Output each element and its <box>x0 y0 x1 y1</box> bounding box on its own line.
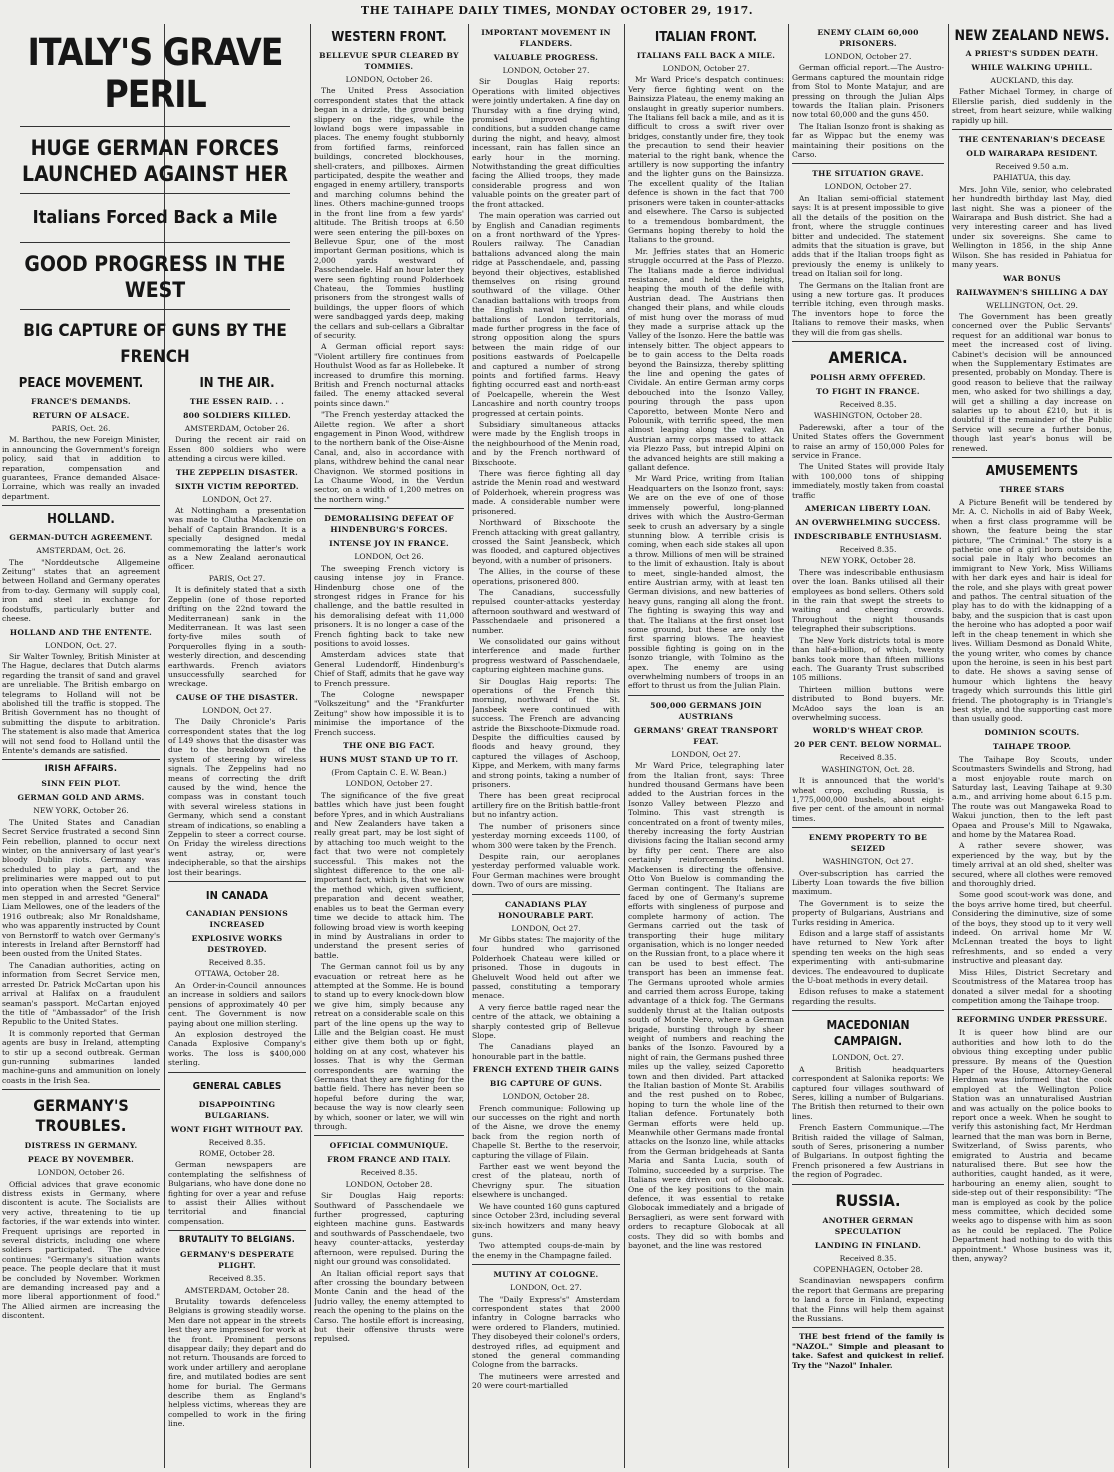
article-paragraph: An explosion destroyed the Canada Explosive Company's works. The loss is $400,000 sterling. <box>168 1029 306 1068</box>
divider <box>472 894 620 895</box>
section-title: NEW ZEALAND NEWS. <box>954 28 1110 44</box>
received-time: Received 8.35. <box>839 545 897 555</box>
article-paragraph: The United States and Canadian Secret Service frustrated a second Sinn Fein rebellion, planned to occur next winter, on the anniversary of last year's bloody Dublin riots. Germany was scheduled to play a part, and the preliminaries were mapped out to put into operation when the Secret Service men stepped in and arrested "General" Liam Mellowes, one of the leaders of the 1916 outbreak; also Mr Ronaldshame, who was apparently instructed by Count von Bernstorff to watch over Germany's interests in Ireland after Bernstorff had been ousted from the United States. <box>2 817 160 959</box>
column-rule <box>624 24 625 1468</box>
article-paragraph: The Canadians played an honourable part in the battle. <box>472 1042 620 1061</box>
dateline: LONDON, Oct 27. <box>511 923 581 933</box>
article-paragraph: The Italian Isonzo front is shaking as far as Wippac but the enemy was maintaining their positions on the Carso. <box>792 121 944 160</box>
article-paragraph: The "Daily Express's" Amsterdam correspondent states that 2000 infantry in Cologne barracks who were ordered to Flanders, mutinied. They disobeyed their colonel's orders, destroyed rifles, ad equipment and stoned the general commanding Cologne from the barracks. <box>472 1294 620 1370</box>
divider <box>2 1089 160 1090</box>
subhead: PEACE BY NOVEMBER. <box>27 1155 135 1165</box>
article-paragraph: Mr. Jeffries states that an Homeric struggle occurred at the Pass of Plezzo. The Italians made a fierce individual resistance, and held the heights, heaping the mouth of the defile with Austrian dead. The Austrians then changed their plans, and while clouds of mist hung over the morass of mud they made a surprise attack up the Valley of the Isonzo. Here the battle was intensely bitter. The object appears to be to gain access to the Delta roads beyond the Bainsizza, thereby splitting the line and opening the gates of Cividale. An entire German army corps debouched into the Isonzo Valley, pouring through the pass upon Caporetto, between Monte Nero and Polounik, with terrific speed, the men almost leaping along the valley. An Austrian army corps massed to attack via Plezzo Pass, but intrepid Alpini on the advanced heights are still making a gallant defence. <box>628 246 784 473</box>
divider <box>314 508 464 509</box>
article-paragraph: The German cannot foil us by any evacuation or retreat here as he attempted at the Somme. He is bound to stand up to every knock-down blow we give him, simply because any retreat on a considerable scale on this part of the line opens up the way to Lille and the Belgian coast. He must either give them both up or fight, holding on at any cost, whatever his losses. That is why the German correspondents are warning the Germans that they are fighting for the battle field. There has never been so hopeful before during the war, because the way is now clearly seen by which, sooner or later, we will win through. <box>314 962 464 1132</box>
subhead: 20 PER CENT. BELOW NORMAL. <box>794 740 942 750</box>
divider <box>168 1230 306 1231</box>
article-paragraph: At Nottingham a presentation was made to Clutha Mackenzie on behalf of Captain Brandon. It is a specially designed medal commemorating the latter's work as a New Zealand aeronautical officer. <box>168 506 306 572</box>
column-4 <box>472 24 620 1468</box>
article-paragraph: The significance of the five great battles which have just been fought before Ypres, and in which Australians and New Zealanders have taken a really great part, may be lost sight of by attaching too much weight to the fact that two were not completely successful. This makes not the slightest difference to the one all-important fact, which is, that we know the method which, given sufficient, preparation and decent weather, enables us to beat the German every time we decide to attack him. The following broad view is worth keeping in mind by Australians in order to understand the present series of battle. <box>314 790 464 960</box>
divider <box>472 1264 620 1265</box>
subhead: FROM FRANCE AND ITALY. <box>327 1155 451 1165</box>
subhead: OLD WAIRARAPA RESIDENT. <box>966 149 1098 159</box>
article-paragraph: Mr Gibbs states: The majority of the four hundred who garrisoned Polderhoek Chateau were killed or prisoned. Those in dugouts in Gheluvelt Wood held out after we passed, constituting a temporary menace. <box>472 934 620 1001</box>
article-paragraph: Some good scout-work was done, and the boys arrive home tired, but cheerful. Considering the diminutive, size of some of the boys, they stood up to it very well indeed. On arrival home Mr W. McLennan treated the boys to light refreshments, and so ended a very instructive and pleasant day. <box>952 890 1112 966</box>
byline: (From Captain C. E. W. Bean.) <box>331 768 447 777</box>
article-paragraph: Northward of Bixschoote the French attacking with great gallantry, crossed the Saint Jeansbeck, which was flooded, and captured objectives beyond, with a number of prisoners. <box>472 518 620 565</box>
subhead: BELLEVUE SPUR CLEARED BY TOMMIES. <box>319 51 459 71</box>
article-paragraph: Edison and a large staff of assistants have returned to New York after spending ten weeks on the high seas experimenting with anti-submarine devices. The endeavoured to duplicate the U-boat methods in every detail. <box>792 929 944 986</box>
subhead: OFFICIAL COMMUNIQUE. <box>329 1141 449 1151</box>
subhead: WORLD'S WHEAT CROP. <box>812 726 924 736</box>
section-title: IRISH AFFAIRS. <box>44 764 118 775</box>
section-title: WESTERN FRONT. <box>331 30 447 45</box>
received-time: Received 8.35. <box>839 1253 897 1263</box>
received-time: Received 9.50 a.m. <box>995 162 1069 172</box>
article-paragraph: The number of prisoners since yesterday morning exceeds 1100, of whom 300 were taken by the French. <box>472 821 620 850</box>
subhead: GERMAN-DUTCH AGREEMENT. <box>9 533 153 543</box>
article-paragraph: The main operation was carried out by English and Canadian regiments on a front northward of the Ypres-Roulers railway. The Canadian battalions advanced along the main ridge at Passchendaele, and, passing beyond their objectives, established themselves on rising ground southward of the village. Other Canadian battalions with troops from the English naval brigade, and battalions of London territorials, made further progress in the face of strong opposition along the spurs between the main ridge of our positions eastwards of Poelcapelle and captured a number of strong points and fortified farms. Heavy fighting occurred east and north-east of Poelcapelle, wherein the West Lancashire and north country troops progressed at certain points. <box>472 211 620 418</box>
dateline: LONDON, October 26. <box>345 75 433 84</box>
main-headline: ITALY'S GRAVE PERIL <box>27 31 283 116</box>
divider <box>792 341 944 342</box>
article-paragraph: A rather severe shower, was experienced by the way, but by the timely arrival at an old shed, shelter was secured, where all clothes were removed and thoroughly dried. <box>952 841 1112 889</box>
article-paragraph: Paderewski, after a tour of the United States offers the Government to raise an army of 150,000 Poles for service in France. <box>792 422 944 460</box>
article-paragraph: The Canadian authorities, acting on information from Secret Service men, arrested Dr. Patrick McCartan upon his arrival at Halifax on a fraudulent seaman's passport. McCartan enjoyed the title of "Ambassador" of the Irish Republic to the United States. <box>2 960 160 1027</box>
article-paragraph: The Daily Chronicle's Paris correspondent states that the log of L49 shows that the disaster was due to the breakdown of the system of steering by wireless signals. The Zeppelins had no means of correcting the drift caused by the wind, hence the compass was in constant touch with several wireless stations in Germany, which send a constant stream of indications, so enabling a Zeppelin to steer a correct course. On Friday the wireless directions went astray, or, were indecipherable, so that the airships lost their bearings. <box>168 717 306 877</box>
article-paragraph: We have counted 160 guns captured since October 23rd, including several six-inch howitzers and many heavy guns. <box>472 1201 620 1239</box>
headline-deck: Italians Forced Back a Mile <box>32 207 278 228</box>
subhead: THE ESSEN RAID. . . <box>189 397 285 406</box>
subhead: INTENSE JOY IN FRANCE. <box>329 539 449 549</box>
article-paragraph: A very fierce battle raged near the centre of the attack, we obtaining a sharply contested grip of Bellevue Slope. <box>472 1002 620 1040</box>
article-paragraph: Father Michael Tormey, in charge of Ellerslie parish, died suddenly in the street, from heart seizure, while walking rapidly up hill. <box>952 87 1112 125</box>
section-title: ITALIAN FRONT. <box>654 30 758 45</box>
divider <box>628 695 784 696</box>
subhead: SINN FEIN PLOT. <box>41 779 121 789</box>
section-title: AMUSEMENTS <box>985 464 1079 479</box>
dateline: LONDON, October 27. <box>824 182 912 192</box>
headline-deck: GOOD PROGRESS IN THE WEST <box>24 252 286 302</box>
article-paragraph: It is definitely stated that a sixth Zeppelin (one of those reported drifting on the 22nd toward the Mediterranean) sank in the Mediterranean. It was last seen forty-five miles south of Porquerolles flying in a south-westerly direction, and descending earthwards. French aviators unsuccessfully searched for wreckage. <box>168 585 306 689</box>
column-rule <box>310 24 311 1468</box>
divider <box>20 242 290 243</box>
subhead: CANADIAN PENSIONS INCREASED <box>186 909 288 930</box>
article-paragraph: There has been great reciprocal artillery fire on the British battle-front but no infantry action. <box>472 791 620 820</box>
headline-deck: BIG CAPTURE OF GUNS BY THE FRENCH <box>23 321 287 367</box>
article-paragraph: An Order-in-Council announces an increase in soldiers and sailors pensions of approximately 40 per cent. The Government is now paying about one million sterling. <box>168 980 306 1028</box>
dateline: ROME, October 28. <box>199 1148 275 1158</box>
dateline: LONDON, Oct 27. <box>671 749 741 759</box>
subhead: ENEMY CLAIM 60,000 PRISONERS. <box>817 28 919 48</box>
subhead: ENEMY PROPERTY TO BE SEIZED <box>808 833 928 854</box>
dateline: WASHINGTON, Oct. 28. <box>821 764 915 774</box>
article-paragraph: The New York districts total is more than half-a-billion, of which, twenty banks took more than fifteen millions each. The Guaranty Trust subscribed 105 millions. <box>792 635 944 683</box>
headline-deck: HUGE GERMAN FORCES LAUNCHED AGAINST HER <box>22 136 288 186</box>
subhead: THE SITUATION GRAVE. <box>812 169 924 179</box>
subhead: BIG CAPTURE OF GUNS. <box>489 1079 603 1089</box>
column-rule <box>468 24 469 1468</box>
article-paragraph: The Canadians, successfully repulsed counter-attacks yesterday afternoon southward and westward of Passchendaele and prisonered a number. <box>472 587 620 635</box>
article-paragraph: German newspapers are contemplating the selfishness of Bulgarians, who have done done no fighting for over a year and refuse to assist their Allies without territorial and financial compensation. <box>168 1160 306 1226</box>
subhead: WAR BONUS <box>1003 273 1061 283</box>
article-paragraph: A Picture Benefit will be tendered by Mr. A. C. Nicholls in aid of Baby Week, when a first class programme will be shown, the feature being the star picture, "The Criminal." The story is a pathetic one of a girl born outside the social pale in Italy who becomes an immigrant to New York, Miss Williams with her dark eyes and hair is ideal for the role, and she plays with great power and pathos. The central situation of the play has to do with the kidnapping of a baby, and the suspicion that is cast upon the heroine who has adopted a poor waif left in the cheap tenement in which she lives. William Desmond as Donald White, the young writer, who comes by chance upon the heroine, is seen in his best part to date. He shows a saving sense of humour which lightens the heavy tragedy which surrounds this little girl friend. The photography is in Triangle's best style, and the supporting cast more than usually good. <box>952 498 1112 724</box>
article-paragraph: Despite rain, our aeroplanes yesterday performed valuable work. Four German machines were brought down. Two of ours are missing. <box>472 851 620 890</box>
subhead: IMPORTANT MOVEMENT IN FLANDERS. <box>481 28 611 48</box>
subhead: REFORMING UNDER PRESSURE. <box>956 1015 1108 1025</box>
article-paragraph: Over-subscription has carried the Liberty Loan towards the five billion maximum. <box>792 868 944 897</box>
received-time: Received 8.35. <box>839 753 897 763</box>
article-paragraph: There was indescribable enthusiasm over the loan. Banks utilised all their employees as bond sellers. Others sold in the rain that swept the streets to waiting and cheering crowds. Throughout the night thousands telegraphed their subscriptions. <box>792 567 944 634</box>
article-paragraph: The United States will provide Italy with 100,000 tons of shipping immediately, mostly taken from coastal traffic <box>792 462 944 500</box>
subhead: THE ZEPPELIN DISASTER. <box>175 467 299 477</box>
subhead: HUNS MUST STAND UP TO IT. <box>319 755 459 764</box>
subhead: EXPLOSIVE WORKS DESTROYED. <box>191 934 283 955</box>
article-paragraph: Sir Douglas Haig reports: Operations with limited objectives were jointly undertaken. A fine day on Thursday with a fine drying wind, promised improved fighting conditions, but a sudden change came during the night, and heavy, almost incessant, rain has fallen since an early hour in the morning. Notwithstanding the great difficulties facing the Allied troops, they made considerable progress and won valuable points on the greater part of the front attacked. <box>472 77 620 209</box>
article-paragraph: Thirteen million buttons were distributed to Bond buyers. Mr. McAdoo says the loan is an overwhelming success. <box>792 684 944 722</box>
subhead: FRENCH EXTEND THEIR GAINS <box>472 1065 620 1075</box>
article-paragraph: The Allies, in the course of these operations, prisonered 800. <box>472 567 620 586</box>
divider <box>792 163 944 164</box>
subhead: ITALIANS FALL BACK A MILE. <box>636 51 776 60</box>
received-time: Received 8.35. <box>208 1137 266 1147</box>
subhead: RAILWAYMEN'S SHILLING A DAY <box>956 287 1108 297</box>
column-2 <box>168 370 306 1468</box>
received-time: Received 8.35. <box>839 399 897 409</box>
section-title: AMERICA. <box>828 347 908 367</box>
subhead: POLISH ARMY OFFERED. <box>810 372 926 382</box>
received-time: Received 8.35. <box>208 958 266 968</box>
subhead: AMERICAN LIBERTY LOAN. <box>804 504 931 514</box>
masthead: THE TAIHAPE DAILY TIMES, MONDAY OCTOBER 29, 1917. <box>360 4 754 17</box>
dateline: LONDON, October 27. <box>502 66 590 75</box>
dateline: LONDON, October 27. <box>824 52 912 61</box>
article-paragraph: Scandinavian newspapers confirm the report that Germans are preparing to land a force in Finland, expecting that the Finns will help them against the Russians. <box>792 1276 944 1323</box>
article-paragraph: It is queer how blind are our authorities and how loth to do the obvious thing excepting under public pressure. By means of the Question Paper of the House, Attorney-General Herdman was informed that the cook employed at the Wellington Police Station was an unnaturalised Austrian and was actually on the police books to report once a week. When he sought to verify this astonishing fact, Mr Herdman learned that the man was born in Berne, Switzerland, of Swiss parents, who emigrated to Austria and became naturalised there. But see how the authorities, caught handed, as it were, harbouring an enemy alien, sought to side-step out of their responsibility: "The man is employed as cook by the police mess committee, which decided some weeks ago to dispense with him as soon as he could be replaced. The Police Department had nothing to do with this appointment." Whose business was it, then, anyway? <box>952 1028 1112 1264</box>
article-paragraph: The Cologne newspaper "Volkszeitung" and the "Frankfurter Zeitung" show how impossible it is to minimise the importance of the French success. <box>314 689 464 737</box>
article-paragraph: Official advices that grave economic distress exists in Germany, where discontent is acute. The Socialists are very active, threatening to tie up factories, if the war extends into winter. Frequent uprisings are reported in several districts, including one where soldiers participated. The advice continues: "Germany's situation wants peace. The people declare that it must be concluded by November. Workmen are demanding increased pay and a more liberal apportionment of food." The Allied airmen are increasing the discontent. <box>2 1179 160 1321</box>
dateline: AMSTERDAM, October 28. <box>184 1285 290 1295</box>
section-title: IN THE AIR. <box>199 376 275 391</box>
section-title: GENERAL CABLES <box>192 1080 282 1092</box>
divider <box>792 1184 944 1185</box>
column-rule <box>948 24 949 1468</box>
divider <box>20 309 290 310</box>
dateline: AMSTERDAM, Oct. 26. <box>36 546 126 556</box>
subhead: VALUABLE PROGRESS. <box>493 53 599 62</box>
subhead: AN OVERWHELMING SUCCESS. <box>795 518 941 528</box>
divider <box>2 759 160 760</box>
subhead: THE ONE BIG FACT. <box>343 741 435 750</box>
article-paragraph: "The French yesterday attacked the Ailette region. We after a short engagement in Pinon Wood, withdrew to the northern bank of the Oise-Aisne Canal, and, also in accordance with plans, withdrew behind the canal near Chavignon. We stormed positions in La Chaume Wood, in the Verdun sector, on a width of 1,200 metres on the northern wing." <box>314 410 464 504</box>
subhead: TAIHAPE TROOP. <box>992 741 1072 751</box>
divider <box>792 1327 944 1328</box>
article-paragraph: Sir Walter Townley, British Minister at The Hague, declares that Dutch alarms regarding the transit of sand and gravel are unreliable. The British embargo on telegrams to Holland will not be abolished till the traffic is stopped. The British Government has no thought of submitting the dispute to arbitration. The statement is also made that America will not send food to Holland until the Entente's demands are satisfied. <box>2 651 160 755</box>
subhead: FRANCE'S DEMANDS. <box>31 397 131 406</box>
dateline: LONDON, Oct. 27. <box>510 1283 582 1293</box>
received-time: Received 8.35. <box>360 1168 418 1178</box>
subhead: RETURN OF ALSACE. <box>32 411 130 420</box>
article-paragraph: German official report.—The Austro-Germans captured the mountain ridge from Stol to Monte Matajur, and are pressing on through the Julian Alps towards the Italian plain. Prisoners now total 60,000 and the guns 450. <box>792 63 944 120</box>
divider <box>952 1009 1112 1010</box>
article-paragraph: Sir Douglas Haig reports: Southward of Passchendaele we further progressed, capturing eighteen machine guns. Eastwards and southwards of Passchendaele, two heavy counter-attacks, yesterday afternoon, were repulsed. During the night our ground was consolidated. <box>314 1191 464 1267</box>
article-paragraph: Mr Ward Price, writing from Italian Headquarters on the Isonzo front, says: We are on the eve of one of those immensely powerful, long-planned drives with which the Austro-German seek to crush an adversary by a single stunning blow. A terrible crisis is coming, when each side stakes all upon a throw. Millions of men will be strained to the limit of exhaustion. Italy is about to meet, single-handed almost, the entire Austrian army, with at least ten German divisions, and new batteries of heavy guns, ranging all along the front. The fighting is swaying this way and that. The Italians at the first onset lost some ground, but these are only the first sparring blows. The heaviest possible fighting is going on in the Isonzo triangle, with Tolmino as the apex. The enemy are using overwhelming numbers of troops in an effort to thrust us from the Julian Plain. <box>628 474 784 691</box>
dateline: NEW YORK, October 28. <box>820 556 916 566</box>
nazol-advertisement: THE best friend of the family is "NAZOL." Simple and pleasant to take. Safest and quickest in relief. Try the "Nazol" Inhaler. <box>792 1332 944 1370</box>
divider <box>168 1072 306 1073</box>
article-paragraph: During the recent air raid on Essen 800 soldiers who were attending a circus were killed. <box>168 435 306 464</box>
dateline: AUCKLAND, this day. <box>990 76 1074 85</box>
article-paragraph: Sir Douglas Haig reports: The operations of the French this morning, northward of the St. Jansbeek were continued with success. The French are advancing astride the Bixschoote-Dixmude road. Despite the difficulties caused by floods and heavy ground, they captured the villages of Aschoop, Kippe, and Merkem, with many farms and strong points, taking a number of prisoners. <box>472 676 620 790</box>
section-title: RUSSIA. <box>835 1190 901 1210</box>
subhead: 800 SOLDIERS KILLED. <box>183 411 291 420</box>
subhead: DEMORALISING DEFEAT OF HINDENBURG'S FORCES. <box>324 514 454 535</box>
article-paragraph: Subsidiary simultaneous attacks were made by the English troops in the neighbourhood of the Menin road, and by the French northward of Bixschoote. <box>472 420 620 467</box>
received-time: Received 8.35. <box>208 1274 266 1284</box>
article-paragraph: The Germans on the Italian front are using a new torture gas. It produces terrible itching, even through masks. The inventors hope to force the Italians to remove their masks, when they will die from gas shells. <box>792 280 944 337</box>
article-paragraph: There was fierce fighting all day astride the Menin road and westward of Polderhoek, wherein progress was made. A considerable number were prisonered. <box>472 469 620 516</box>
column-5 <box>628 24 784 1468</box>
section-title: HOLLAND. <box>47 512 115 528</box>
dateline: COPENHAGEN, October 28. <box>813 1264 923 1274</box>
article-paragraph: Two attempted coups-de-main by the enemy in the Champagne failed. <box>472 1241 620 1260</box>
article-paragraph: Miss Hiles, District Secretary and Scoutmistress of the Matarea troop has donated a silver medal for a shooting competition among the Taihape troop. <box>952 967 1112 1005</box>
divider <box>952 129 1112 130</box>
dateline: LONDON, October 28. <box>502 1092 590 1102</box>
section-title: GERMANY'S TROUBLES. <box>33 1096 129 1136</box>
dateline: LONDON, Oct 26. <box>354 552 424 562</box>
article-paragraph: A German official report says: "Violent artillery fire continues from Houthulst Wood as far as Hollebeke. It increased to drumfire this morning. British and French nocturnal attacks failed. The enemy attacked several points since dawn." <box>314 342 464 408</box>
article-paragraph: French communique: Following up our successes on the right and north of the Aisne, we drove the enemy back from the region north of Chapelle St. Berthe to the reservoir, capturing the village of Filain. <box>472 1103 620 1160</box>
article-paragraph: An Italian official report says that after crossing the boundary between Monte Canin and the head of the Judrio valley, the enemy attempted to reach the opening to the plains on the Carso. The hostile effort is increasing, but their offensive thrusts were repulsed. <box>314 1268 464 1344</box>
article-paragraph: The mutineers were arrested and 20 were court-martialled <box>472 1371 620 1391</box>
dateline: PARIS, Oct 27. <box>208 573 266 583</box>
divider <box>20 126 290 127</box>
subhead: WONT FIGHT WITHOUT PAY. <box>170 1124 304 1134</box>
subhead: CAUSE OF THE DISASTER. <box>175 692 299 702</box>
divider <box>2 505 160 506</box>
article-paragraph: Mrs. John Vile, senior, who celebrated her hundredth birthday last May, died last night. She was a pioneer of the Wairarapa and Bush district. She had a very interesting career and has lived under six sovereigns. She came to Wellington in 1856, in the ship Anne Wilson. She has resided in Pahiatua for many years. <box>952 184 1112 270</box>
dateline: LONDON, October 27. <box>662 64 750 73</box>
article-paragraph: We consolidated our gains without interference and made further progress westward of Passchendaele, capturing eighteen machine guns. <box>472 636 620 675</box>
dateline: OTTAWA, October 28. <box>194 969 280 979</box>
divider <box>20 193 290 194</box>
subhead: 500,000 GERMANS JOIN AUSTRIANS <box>650 700 762 721</box>
subhead: CANADIANS PLAY HONOURABLE PART. <box>498 899 594 920</box>
subhead: DOMINION SCOUTS. <box>984 727 1080 737</box>
dateline: LONDON, October 26. <box>37 1168 125 1178</box>
article-paragraph: It is announced that the world's wheat crop, excluding Russia, is 1,775,000,000 bushels, about eight-five per cent. of the amount in normal times. <box>792 776 944 823</box>
dateline: WASHINGTON, October 28. <box>813 411 923 421</box>
article-paragraph: Farther east we went beyond the crest of the plateau, north of Chevrigny spur. The situation elsewhere is unchanged. <box>472 1162 620 1200</box>
article-paragraph: A British headquarters correspondent at Salonika reports: We captured four villages southward of Seres, killing a number of Bulgarians. The British then returned to their own lines. <box>792 1064 944 1121</box>
article-paragraph: French Eastern Communique.—The British raided the village of Salman, south of Seres, prisonering a number of Bulgarians. In outpost fighting the French prisonered a few Austrians in the region of Pogradec. <box>792 1123 944 1180</box>
subhead: HOLLAND AND THE ENTENTE. <box>9 627 153 637</box>
article-paragraph: The "Norddeutsche Allgemeine Zeitung" states that an agreement between Holland and Germany operates from to-day. Germany will supply coal, iron and steel in exchange for foodstuffs, particularly butter and cheese. <box>2 557 160 624</box>
subhead: A PRIEST'S SUDDEN DEATH. <box>965 49 1099 58</box>
dateline: LONDON, Oct 27. <box>202 705 272 715</box>
dateline: LONDON, Oct 27. <box>202 494 272 504</box>
column-3 <box>314 24 464 1468</box>
article-paragraph: Mr Ward Price's despatch continues: Very fierce fighting went on the Bainsizza Plateau, the enemy making an onslaught in greatly superior numbers. The Italians fell back a mile, and as it is difficult to cross a swift river over bridges, constantly under fire, they took the precaution to send their heavier material to the right bank, whence the artillery is now supporting the infantry and the lighter guns on the Bainsizza. The excellent quality of the Italian defence is shown in the fact that 700 prisoners were taken in counter-attacks and elsewhere. The Carso is subjected to a tremendous bombardment, the Germans hoping thereby to hold the Italians to the ground. <box>628 75 784 245</box>
subhead: DISTRESS IN GERMANY. <box>24 1141 138 1151</box>
article-paragraph: Amsterdam advices state that General Ludendorff, Hindenburg's Chief of Staff, admits that he gave way to French pressure. <box>314 650 464 688</box>
subhead: MUTINY AT COLOGNE. <box>493 1270 599 1280</box>
article-paragraph: The sweeping French victory is causing intense joy in France. Hindenburg chose one of the strongest ridges in France for his challenge, and the battle resulted in his demoralising defeat with 11,000 prisoners. It is no longer a case of the French fighting back to take new positions to avoid losses. <box>314 563 464 648</box>
article-paragraph: Brutality towards defenceless Belgians is growing steadily worse. Men dare not appear in the streets lest they are impressed for work at the front. Prominent persons disappear daily; they depart and do not return. Thousands are forced to work under artillery and aeroplane fire, and mutilated bodies are sent home for burial. The Germans describe them as England's helpless victims, whereas they are compelled to work in the firing line. <box>168 1297 306 1429</box>
dateline: WELLINGTON, Oct. 29. <box>986 300 1078 310</box>
subhead: TO FIGHT IN FRANCE. <box>816 386 920 396</box>
subhead: THE CENTENARIAN'S DECEASE <box>958 135 1106 145</box>
front-headline-block <box>0 24 310 374</box>
dateline: WASHINGTON, Oct 27. <box>822 857 914 867</box>
section-title: MACEDONIAN CAMPAIGN. <box>826 1018 910 1049</box>
dateline: PAHIATUA, this day. <box>993 173 1071 183</box>
subhead: DISAPPOINTING BULGARIANS. <box>198 1099 276 1120</box>
subhead: LANDING IN FINLAND. <box>814 1240 922 1250</box>
section-title: IN CANADA <box>205 889 269 903</box>
subhead: INDESCRIBABLE ENTHUSIASM. <box>794 532 942 542</box>
dateline: LONDON, October 28. <box>345 1179 433 1189</box>
article-paragraph: Edison refuses to make a statement regarding the results. <box>792 987 944 1006</box>
dateline: LONDON, Oct. 27. <box>832 1053 904 1063</box>
divider <box>168 881 306 882</box>
subhead: THREE STARS <box>999 485 1065 494</box>
subhead: GERMAN GOLD AND ARMS. <box>17 793 145 803</box>
column-6 <box>792 24 944 1468</box>
column-7 <box>952 24 1112 1468</box>
subhead: SIXTH VICTIM REPORTED. <box>175 481 299 491</box>
divider <box>792 1010 944 1011</box>
article-paragraph: M. Barthou, the new Foreign Minister, in announcing the Government's foreign policy, said that in addition to reparation, compensation and guarantees, France demanded Alsace-Lorraine, which was really an invaded department. <box>2 435 160 501</box>
subhead: ANOTHER GERMAN SPECULATION <box>822 1215 914 1236</box>
article-paragraph: The United Press Association correspondent states that the attack began in a drizzle, the ground being slippery on the ridges, while the lowland bogs were impassable in places. The enemy fought stubbornly from fortified farms, reinforced buildings, concreted blockhouses, shell-craters, and pillboxes. Airmen participated, despite the weather and engaged in enemy artillery, transports and marching columns behind the lines. Others machine-gunned troops in the front line from a few yards' altitude. The British troops at 6.50 were seen entering the pill-boxes on Bellevue Spur, one of the most important German positions, which is 2,000 yards westward of Passchendaele. Half an hour later they were seen fighting round Polderhoek Chateau, the Tommies hustling prisoners from the strongest walls of buildings, the upper floors of which were sandbagged yards deep, making the cellars and sub-cellars a Gibraltar of security. <box>314 86 464 340</box>
column-1 <box>2 370 160 1468</box>
article-paragraph: It is commonly reported that German agents are busy in Ireland, attempting to stir up a second outbreak. German gun-running submarines landed machine-guns and ammunition on lonely coasts in the Irish Sea. <box>2 1028 160 1085</box>
subhead: GERMANY'S DESPERATE PLIGHT. <box>180 1250 294 1271</box>
article-paragraph: The Government has been greatly concerned over the Public Servants' request for an additional war bonus to meet the increased cost of living. Cabinet's decision will be announced when the Supplementary Estimates are presented, probably on Monday. There is good reason to believe that the railway men, who asked for two shillings a day, will get a shilling a day increase on salaries up to about £210, but it is doubtful if the remainder of the Public Service will secure a further bonus, though last year's bonus will be renewed. <box>952 311 1112 453</box>
article-paragraph: The Taihape Boy Scouts, under Scoutmasters Swindells and Strong, had a most enjoyable route march on Saturday last, Leaving Taihape at 9.30 a.m., and arriving home about 6.15 p.m. The route was out Mangaweka Road to Wakui junction, then to the left past Opaea and Prouse's Mill to Ngawaka, and home by the Matarea Road. <box>952 754 1112 839</box>
divider <box>314 1135 464 1136</box>
dateline: AMSTERDAM, October 26. <box>184 424 290 433</box>
section-title: BRUTALITY TO BELGIANS. <box>178 1235 296 1246</box>
dateline: PARIS, Oct. 26. <box>51 424 111 433</box>
divider <box>952 457 1112 458</box>
column-rule <box>788 24 789 1468</box>
article-paragraph: Mr Ward Price, telegraphing later from the Italian front, says: Three hundred thousand Germans have been added to the Austrian forces in the Isonzo Valley between Plezzo and Tolmino. This vast strength is concentrated on a front of twenty miles, thereby increasing the forty Austrian divisions facing the Italian second army by fifty per cent. There are also certainly reinforcements behind. Mackensen is directing the offensive. Otto Von Buelow is commanding the German contingent. The Italians are faced by one of Germany's supreme efforts with singleness of purpose and complete harmony of action. The Germans carried out the task of transporting their huge military organisation, which is no longer needed on the Russian front, to a place where it can be used to best effect. The transport has been an immense feat. The Germans uprooted whole armies and carried them across Europe, taking advantage of a thick fog. The Germans suddenly thrust at the Italian outposts south of Monte Nero, where a German brigade, bursting through by sheer weight of numbers and reaching the banks of the Isonzo. Favoured by a night of rain, the Germans pushed three miles up the valley, seized Caporetto town and then divided. Part attacked the Italian bastion of Monte St. Arabilis and the rest pushed on to Robec, hoping to turn the whole line of the Italian defence. Fortunately both German efforts were held up. Meanwhile other Germans made frontal attacks on the Isonzo line, while attacks from the German bridgeheads at Santa Maria and Santa Lucia, south of Tolmino, succeeded by a surprise. The Italians were driven out of Globocak. One of the key positions to the main defence, it was essential to retake Globocak immediately and a brigade of Bersaglieri, as were sent forward with orders to recapture Globocak at all costs. They did so with bombs and bayonet, and the line was restored <box>628 761 784 1250</box>
subhead: GERMANS' GREAT TRANSPORT FEAT. <box>633 725 779 746</box>
dateline: NEW YORK, October 26. <box>33 806 129 816</box>
section-title: PEACE MOVEMENT. <box>18 376 144 391</box>
subhead: WHILE WALKING UPHILL. <box>971 63 1093 72</box>
dateline: LONDON, October 27. <box>345 779 433 789</box>
article-paragraph: The Government is to seize the property of Bulgarians, Austrians and Turks residing in America. <box>792 898 944 927</box>
dateline: LONDON, Oct. 27. <box>45 640 117 650</box>
divider <box>792 827 944 828</box>
article-paragraph: An Italian semi-official statement says: It is at present impossible to give all the details of the position on the front, where the struggle continues bitter and undecided. The statement admits that the situation is grave, but adds that if the Italian troops fight as previously the enemy is unlikely to tread on Italian soil for long. <box>792 193 944 279</box>
